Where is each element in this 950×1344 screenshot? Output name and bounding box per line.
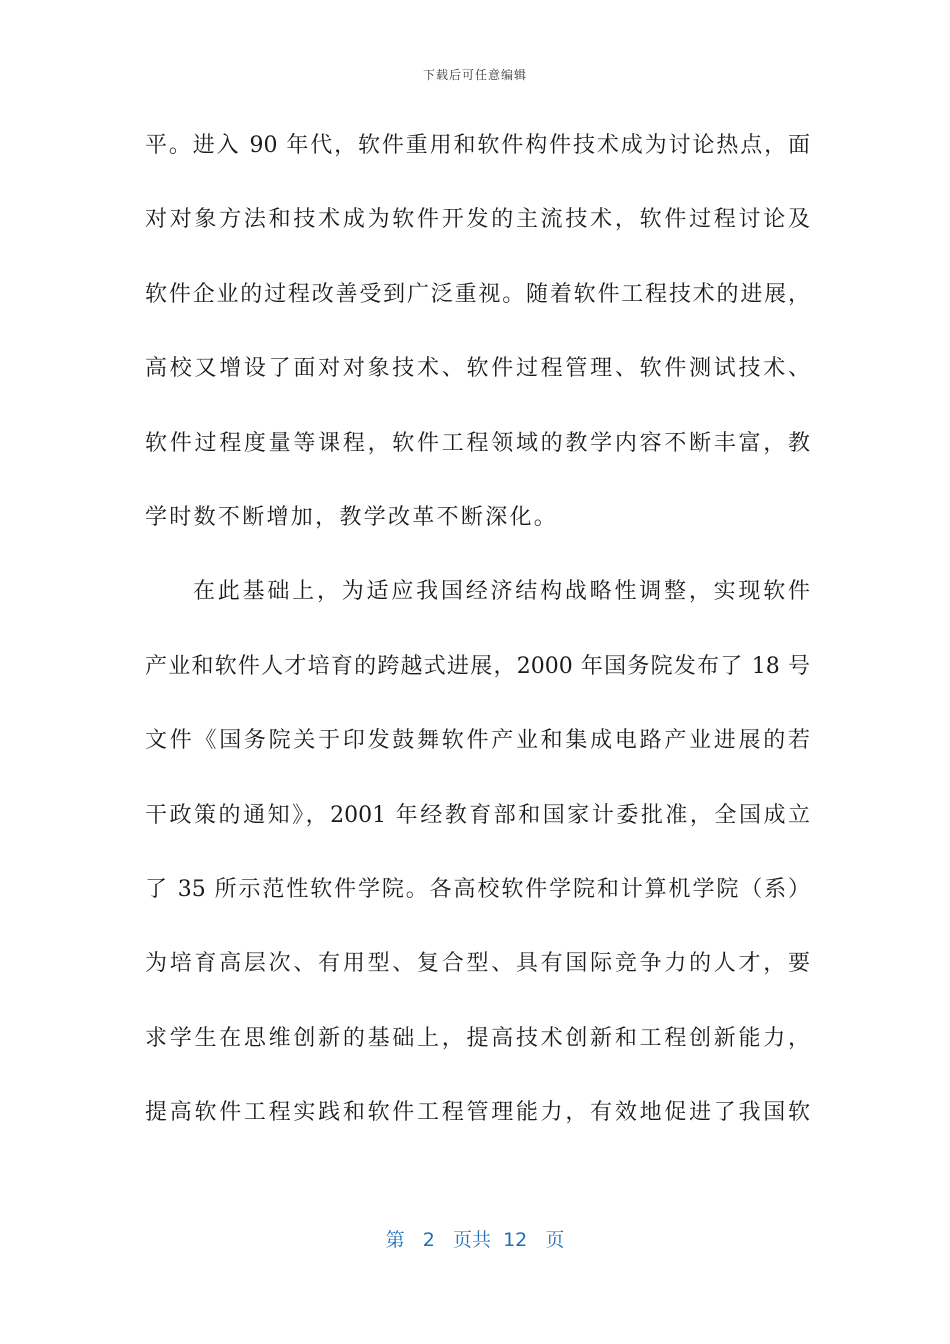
text-line: 产业和软件人才培育的跨越式进展，2000 年国务院发布了 18 号 xyxy=(145,653,810,679)
text-line: 提高软件工程实践和软件工程管理能力，有效地促进了我国软 xyxy=(145,1100,810,1126)
text-line: 干政策的通知》，2001 年经教育部和国家计委批准，全国成立 xyxy=(145,802,810,828)
page-number-total: 12 xyxy=(503,1229,528,1251)
text-line: 软件过程度量等课程，软件工程领域的教学内容不断丰富，教 xyxy=(145,430,810,456)
footer-middle: 页共 xyxy=(452,1229,491,1251)
text-line: 软件企业的过程改善受到广泛重视。随着软件工程技术的进展， xyxy=(145,281,810,307)
text-line: 文件《国务院关于印发鼓舞软件产业和集成电路产业进展的若 xyxy=(145,728,810,754)
text-line: 求学生在思维创新的基础上，提高技术创新和工程创新能力， xyxy=(145,1025,810,1051)
document-body xyxy=(145,122,810,1163)
text-line: 对对象方法和技术成为软件开发的主流技术，软件过程讨论及 xyxy=(145,207,810,233)
footer-suffix: 页 xyxy=(545,1229,565,1251)
page-number-current: 2 xyxy=(422,1229,435,1251)
footer-prefix: 第 xyxy=(385,1229,405,1251)
text-line: 了 35 所示范性软件学院。各高校软件学院和计算机学院（系） xyxy=(145,876,810,902)
paragraph-first-line: 在此基础上，为适应我国经济结构战略性调整，实现软件 xyxy=(193,579,810,605)
text-line: 平。进入 90 年代，软件重用和软件构件技术成为讨论热点，面 xyxy=(145,133,810,158)
text-line: 为培育高层次、有用型、复合型、具有国际竞争力的人才，要 xyxy=(145,951,810,977)
text-line: 高校又增设了面对对象技术、软件过程管理、软件测试技术、 xyxy=(145,356,810,382)
text-line: 学时数不断增加，教学改革不断深化。 xyxy=(145,504,559,530)
page-header: 下载后可任意编辑 xyxy=(422,68,527,82)
page-footer xyxy=(0,1225,950,1252)
